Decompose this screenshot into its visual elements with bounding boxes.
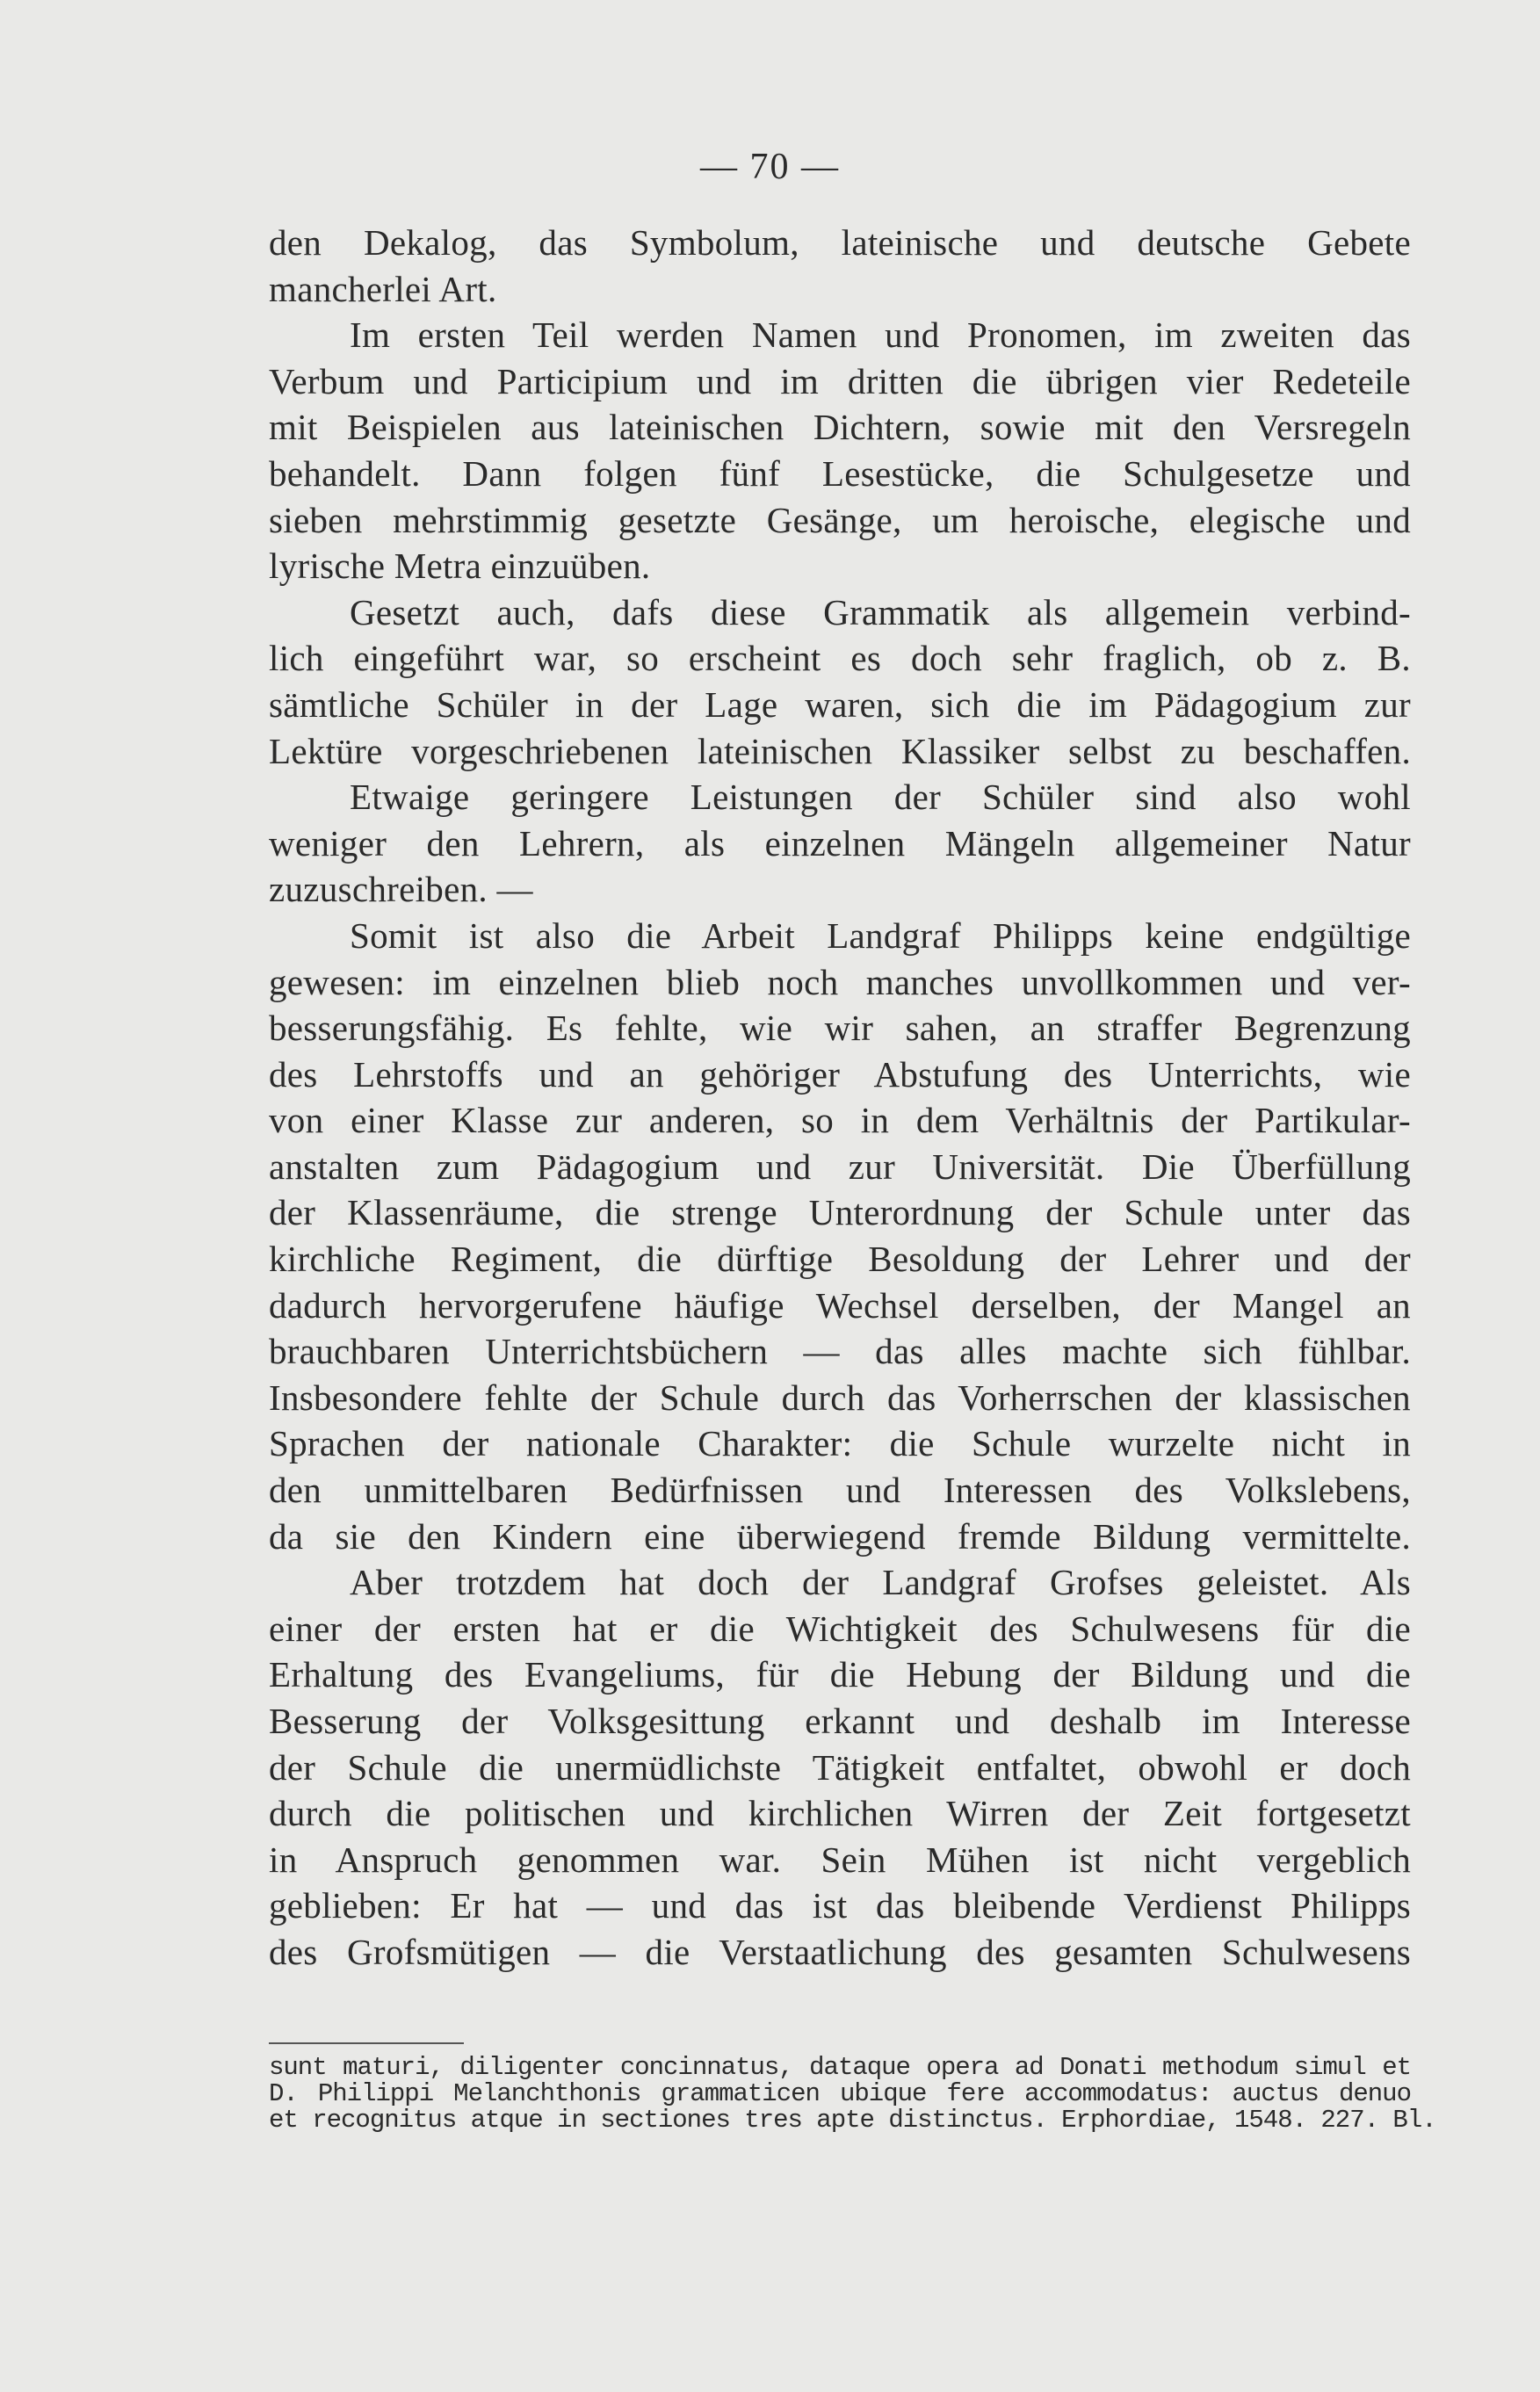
text-line: Sprachen der nationale Charakter: die Schule wurzelte nicht in (269, 1423, 1411, 1464)
text-line: behandelt. Dann folgen fünf Lesestücke, die Schulgesetze und (269, 452, 1411, 494)
text-line: des Lehrstoffs und an gehöriger Abstufung des Unterrichts, wie (269, 1053, 1411, 1095)
text-line: kirchliche Regiment, die dürftige Besoldung der Lehrer und der (269, 1239, 1411, 1280)
footnote (269, 2053, 1436, 2135)
text-line: gewesen: im einzelnen blieb noch manches unvollkommen und ver- (269, 961, 1411, 1002)
text-line: lyrische Metra einzuüben. (269, 546, 651, 587)
text-line: Gesetzt auch, dafs diese Grammatik als allgemein verbind- (350, 591, 1411, 632)
text-line: der Klassenräume, die strenge Unterordnung der Schule unter das (269, 1192, 1411, 1233)
text-line: Etwaige geringere Leistungen der Schüler sind also wohl (350, 777, 1411, 818)
text-line: besserungsfähig. Es fehlte, wie wir sahen, an straffer Begrenzung (269, 1008, 1411, 1049)
text-line: Verbum und Participium und im dritten die übrigen vier Redeteile (269, 360, 1411, 401)
text-line: Insbesondere fehlte der Schule durch das Vorherrschen der klassischen (269, 1377, 1411, 1418)
text-line: Erhaltung des Evangeliums, für die Hebung der Bildung und die (269, 1654, 1411, 1695)
text-line: von einer Klasse zur anderen, so in dem Verhältnis der Partikular- (269, 1100, 1411, 1141)
text-line: Im ersten Teil werden Namen und Pronomen, im zweiten das (350, 314, 1411, 356)
text-line: den Dekalog, das Symbolum, lateinische und deutsche Gebete (269, 222, 1411, 263)
text-line: geblieben: Er hat — und das ist das bleibende Verdienst Philipps (269, 1885, 1411, 1926)
text-line: da sie den Kindern eine überwiegend fremde Bildung vermittelte. (269, 1515, 1411, 1557)
footnote-line: sunt maturi, diligenter concinnatus, dataque opera ad Donati methodum simul et (269, 2053, 1411, 2082)
text-line: Besserung der Volksgesittung erkannt und deshalb im Interesse (269, 1701, 1411, 1741)
footnote-rule (269, 2042, 464, 2044)
text-line: in Anspruch genommen war. Sein Mühen ist nicht vergeblich (269, 1839, 1411, 1880)
footnote-line: D. Philippi Melanchthonis grammaticen ubique fere accommodatus: auctus denuo (269, 2079, 1411, 2108)
text-line: Somit ist also die Arbeit Landgraf Philipps keine endgültige (350, 914, 1411, 956)
text-line: lich eingeführt war, so erscheint es doch sehr fraglich, ob z. B. (269, 638, 1411, 679)
text-line: anstalten zum Pädagogium und zur Universität. Die Überfüllung (269, 1145, 1411, 1187)
text-line: mit Beispielen aus lateinischen Dichtern, sowie mit den Versregeln (269, 407, 1411, 448)
text-line: durch die politischen und kirchlichen Wirren der Zeit fortgesetzt (269, 1793, 1411, 1834)
text-line: weniger den Lehrern, als einzelnen Mängeln allgemeiner Natur (269, 822, 1411, 864)
footnote-line: et recognitus atque in sectiones tres apte distinctus. Erphordiae, 1548. 227. Bl. (269, 2106, 1436, 2135)
text-line: sieben mehrstimmig gesetzte Gesänge, um heroische, elegische und (269, 499, 1411, 540)
text-line: sämtliche Schüler in der Lage waren, sich die im Pädagogium zur (269, 683, 1411, 725)
text-line: den unmittelbaren Bedürfnissen und Interessen des Volkslebens, (269, 1470, 1411, 1511)
page-number: — 70 — (700, 147, 840, 187)
body-text (269, 220, 1411, 1976)
text-line: brauchbaren Unterrichtsbüchern — das alles machte sich fühlbar. (269, 1331, 1411, 1372)
text-line: des Grofsmütigen — die Verstaatlichung des gesamten Schulwesens (269, 1931, 1411, 1972)
text-line: der Schule die unermüdlichste Tätigkeit entfaltet, obwohl er doch (269, 1746, 1411, 1788)
text-line: Lektüre vorgeschriebenen lateinischen Klassiker selbst zu beschaffen. (269, 730, 1411, 771)
text-line: einer der ersten hat er die Wichtigkeit des Schulwesens für die (269, 1608, 1411, 1649)
text-line: dadurch hervorgerufene häufige Wechsel derselben, der Mangel an (269, 1284, 1411, 1326)
text-line: mancherlei Art. (269, 268, 497, 309)
text-line: zuzuschreiben. — (269, 869, 533, 910)
text-line: Aber trotzdem hat doch der Landgraf Grofses geleistet. Als (350, 1562, 1411, 1603)
